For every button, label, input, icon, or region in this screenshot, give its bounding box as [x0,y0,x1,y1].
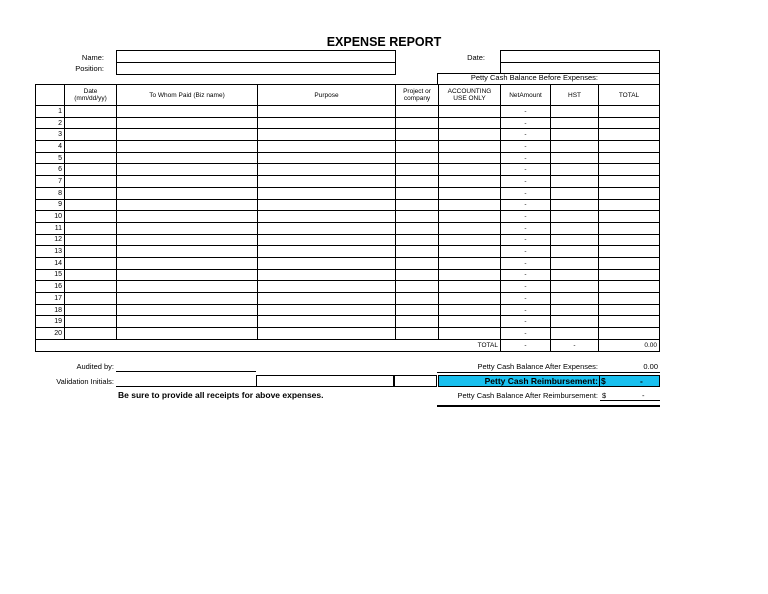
net-amount-cell: - [501,152,551,164]
net-amount-cell: - [501,316,551,328]
hst-cell[interactable] [551,269,599,281]
date-cell[interactable] [65,117,117,129]
hst-cell[interactable] [551,176,599,188]
project-cell[interactable] [396,234,439,246]
purpose-cell[interactable] [258,187,396,199]
to-whom-cell[interactable] [117,269,258,281]
total-cell[interactable] [599,106,660,118]
to-whom-cell[interactable] [117,293,258,305]
net-amount-cell: - [501,234,551,246]
total-cell[interactable] [599,246,660,258]
hst-cell[interactable] [551,187,599,199]
net-amount-cell: - [501,141,551,153]
to-whom-column-header: To Whom Paid (Biz name) [117,85,258,106]
to-whom-cell[interactable] [117,281,258,293]
hst-column-header: HST [551,85,599,106]
report-title: EXPENSE REPORT [326,35,442,49]
project-cell[interactable] [396,129,439,141]
date-cell[interactable] [65,176,117,188]
accounting-cell[interactable] [439,222,501,234]
hst-cell[interactable] [551,117,599,129]
date-cell[interactable] [65,129,117,141]
purpose-cell[interactable] [258,293,396,305]
total-cell[interactable] [599,269,660,281]
net-amount-cell: - [501,164,551,176]
table-row [36,222,660,234]
row-number: 1 [36,106,65,118]
accounting-cell[interactable] [439,129,501,141]
validation-initials-field[interactable] [116,375,256,387]
to-whom-cell[interactable] [117,328,258,340]
net-amount-cell: - [501,129,551,141]
table-row [36,176,660,188]
accounting-cell[interactable] [439,269,501,281]
to-whom-cell[interactable] [117,187,258,199]
table-row [36,129,660,141]
total-column-header: TOTAL [599,85,660,106]
to-whom-cell[interactable] [117,117,258,129]
date-cell[interactable] [65,281,117,293]
project-cell[interactable] [396,257,439,269]
net-amount-cell: - [501,293,551,305]
net-amount-cell: - [501,269,551,281]
row-number: 8 [36,187,65,199]
date-cell[interactable] [65,211,117,223]
project-cell[interactable] [396,152,439,164]
row-number: 5 [36,152,65,164]
date-label: Date: [467,53,485,62]
hst-cell[interactable] [551,222,599,234]
date-cell[interactable] [65,199,117,211]
table-row [36,328,660,340]
hst-cell[interactable] [551,316,599,328]
row-number: 15 [36,269,65,281]
project-cell[interactable] [396,269,439,281]
date-cell[interactable] [65,234,117,246]
to-whom-cell[interactable] [117,164,258,176]
net-amount-cell: - [501,328,551,340]
table-row [36,164,660,176]
purpose-cell[interactable] [258,176,396,188]
project-cell[interactable] [396,222,439,234]
row-number: 13 [36,246,65,258]
after-reimbursement-underline [600,400,660,401]
project-cell[interactable] [396,117,439,129]
accounting-cell[interactable] [439,187,501,199]
project-cell[interactable] [396,246,439,258]
to-whom-cell[interactable] [117,141,258,153]
date-cell[interactable] [65,257,117,269]
accounting-cell[interactable] [439,234,501,246]
row-number: 2 [36,117,65,129]
accounting-cell[interactable] [439,106,501,118]
net-amount-cell: - [501,199,551,211]
purpose-cell[interactable] [258,211,396,223]
net-amount-cell: - [501,211,551,223]
project-cell[interactable] [396,141,439,153]
date-cell[interactable] [65,222,117,234]
totals-spacer [36,339,396,351]
expense-table [35,84,660,352]
date-cell[interactable] [65,187,117,199]
petty-after-underline [437,372,660,373]
accounting-cell[interactable] [439,293,501,305]
after-reimbursement-value: - [642,391,645,400]
date-cell[interactable] [65,164,117,176]
total-cell[interactable] [599,281,660,293]
validation-initials-label: Validation Initials: [56,377,114,386]
reimbursement-label: Petty Cash Reimbursement: [484,376,598,386]
row-number: 9 [36,199,65,211]
hst-cell[interactable] [551,281,599,293]
project-cell[interactable] [396,199,439,211]
purpose-cell[interactable] [258,328,396,340]
total-cell[interactable] [599,316,660,328]
date-cell[interactable] [65,106,117,118]
reimbursement-currency: $ [601,376,606,386]
date-cell[interactable] [65,316,117,328]
accounting-column-header: ACCOUNTING USE ONLY [439,85,501,106]
project-cell[interactable] [396,164,439,176]
row-number: 10 [36,211,65,223]
date-cell[interactable] [65,246,117,258]
accounting-cell[interactable] [439,199,501,211]
to-whom-cell[interactable] [117,246,258,258]
project-cell[interactable] [396,106,439,118]
net-amount-cell: - [501,281,551,293]
row-number: 11 [36,222,65,234]
row-number: 4 [36,141,65,153]
to-whom-cell[interactable] [117,152,258,164]
purpose-cell[interactable] [258,106,396,118]
reimbursement-value: - [640,376,643,386]
table-row [36,106,660,118]
accounting-cell[interactable] [439,141,501,153]
to-whom-cell[interactable] [117,129,258,141]
table-row [36,187,660,199]
table-row [36,234,660,246]
net-amount-cell: - [501,117,551,129]
to-whom-cell[interactable] [117,304,258,316]
purpose-cell[interactable] [258,257,396,269]
row-number: 6 [36,164,65,176]
purpose-column-header: Purpose [258,85,396,106]
purpose-cell[interactable] [258,246,396,258]
accounting-cell[interactable] [439,246,501,258]
totals-hst: - [551,339,599,351]
hst-cell[interactable] [551,246,599,258]
accounting-cell[interactable] [439,176,501,188]
total-cell[interactable] [599,164,660,176]
date-cell[interactable] [65,304,117,316]
net-amount-cell: - [501,187,551,199]
project-cell[interactable] [396,176,439,188]
row-number: 20 [36,328,65,340]
project-cell[interactable] [396,211,439,223]
total-cell[interactable] [599,152,660,164]
to-whom-cell[interactable] [117,176,258,188]
purpose-cell[interactable] [258,199,396,211]
project-cell[interactable] [396,316,439,328]
name-label: Name: [81,53,104,62]
date-column-header: Date (mm/dd/yy) [65,85,117,106]
table-row [36,293,660,305]
to-whom-cell[interactable] [117,316,258,328]
purpose-cell[interactable] [258,164,396,176]
net-amount-cell: - [501,257,551,269]
table-row [36,117,660,129]
total-cell[interactable] [599,211,660,223]
total-cell[interactable] [599,304,660,316]
date-cell[interactable] [65,328,117,340]
totals-net-amount: - [501,339,551,351]
hst-cell[interactable] [551,199,599,211]
purpose-cell[interactable] [258,117,396,129]
reimbursement-divider [599,375,600,387]
project-cell[interactable] [396,281,439,293]
position-label: Position: [75,64,104,73]
hst-cell[interactable] [551,304,599,316]
table-row [36,211,660,223]
validation-initials-box-2[interactable] [394,375,437,387]
accounting-cell[interactable] [439,316,501,328]
validation-initials-box[interactable] [256,375,394,387]
position-field[interactable] [116,62,396,75]
purpose-cell[interactable] [258,234,396,246]
total-cell[interactable] [599,222,660,234]
accounting-cell[interactable] [439,304,501,316]
table-row [36,281,660,293]
totals-total: 0.00 [599,339,660,351]
table-row [36,152,660,164]
purpose-cell[interactable] [258,269,396,281]
project-cell[interactable] [396,293,439,305]
after-reimbursement-currency: $ [602,391,607,400]
project-cell[interactable] [396,187,439,199]
to-whom-cell[interactable] [117,106,258,118]
total-cell[interactable] [599,234,660,246]
to-whom-cell[interactable] [117,222,258,234]
table-row [36,257,660,269]
to-whom-cell[interactable] [117,257,258,269]
accounting-cell[interactable] [439,164,501,176]
row-number: 12 [36,234,65,246]
row-number: 16 [36,281,65,293]
totals-label: TOTAL [396,339,501,351]
hst-cell[interactable] [551,106,599,118]
audited-by-field[interactable] [116,371,256,372]
hst-cell[interactable] [551,293,599,305]
petty-before-label: Petty Cash Balance Before Expenses: [470,73,598,82]
accounting-cell[interactable] [439,211,501,223]
hst-cell[interactable] [551,164,599,176]
to-whom-cell[interactable] [117,234,258,246]
project-cell[interactable] [396,328,439,340]
row-number: 7 [36,176,65,188]
table-row [36,246,660,258]
hst-cell[interactable] [551,257,599,269]
purpose-cell[interactable] [258,141,396,153]
table-row [36,141,660,153]
accounting-cell[interactable] [439,257,501,269]
net-amount-column-header: NetAmount [501,85,551,106]
total-cell[interactable] [599,187,660,199]
row-number: 17 [36,293,65,305]
bottom-double-rule [437,405,660,407]
total-cell[interactable] [599,176,660,188]
project-cell[interactable] [396,304,439,316]
accounting-cell[interactable] [439,117,501,129]
purpose-cell[interactable] [258,222,396,234]
hst-cell[interactable] [551,141,599,153]
total-cell[interactable] [599,129,660,141]
hst-cell[interactable] [551,211,599,223]
table-row [36,199,660,211]
total-cell[interactable] [599,257,660,269]
table-row [36,269,660,281]
net-amount-cell: - [501,304,551,316]
row-number: 19 [36,316,65,328]
petty-after-value: 0.00 [643,362,658,371]
accounting-cell[interactable] [439,152,501,164]
purpose-cell[interactable] [258,129,396,141]
hst-cell[interactable] [551,129,599,141]
accounting-cell[interactable] [439,281,501,293]
row-number: 18 [36,304,65,316]
purpose-cell[interactable] [258,281,396,293]
net-amount-cell: - [501,246,551,258]
purpose-cell[interactable] [258,316,396,328]
after-reimbursement-label: Petty Cash Balance After Reimbursement: [457,391,598,400]
to-whom-cell[interactable] [117,199,258,211]
total-cell[interactable] [599,199,660,211]
hst-cell[interactable] [551,234,599,246]
audited-by-label: Audited by: [76,362,114,371]
total-cell[interactable] [599,117,660,129]
date-cell[interactable] [65,293,117,305]
row-number-header [36,85,65,106]
purpose-cell[interactable] [258,152,396,164]
net-amount-cell: - [501,106,551,118]
row-number: 14 [36,257,65,269]
total-cell[interactable] [599,328,660,340]
receipts-note: Be sure to provide all receipts for above expenses. [118,390,324,400]
net-amount-cell: - [501,222,551,234]
total-cell[interactable] [599,141,660,153]
to-whom-cell[interactable] [117,211,258,223]
row-number: 3 [36,129,65,141]
accounting-cell[interactable] [439,328,501,340]
petty-after-label: Petty Cash Balance After Expenses: [477,362,598,371]
date-cell[interactable] [65,152,117,164]
project-column-header: Project or company [396,85,439,106]
net-amount-cell: - [501,176,551,188]
total-cell[interactable] [599,293,660,305]
date-cell[interactable] [65,269,117,281]
hst-cell[interactable] [551,152,599,164]
table-row [36,304,660,316]
date-cell[interactable] [65,141,117,153]
hst-cell[interactable] [551,328,599,340]
table-row [36,316,660,328]
purpose-cell[interactable] [258,304,396,316]
